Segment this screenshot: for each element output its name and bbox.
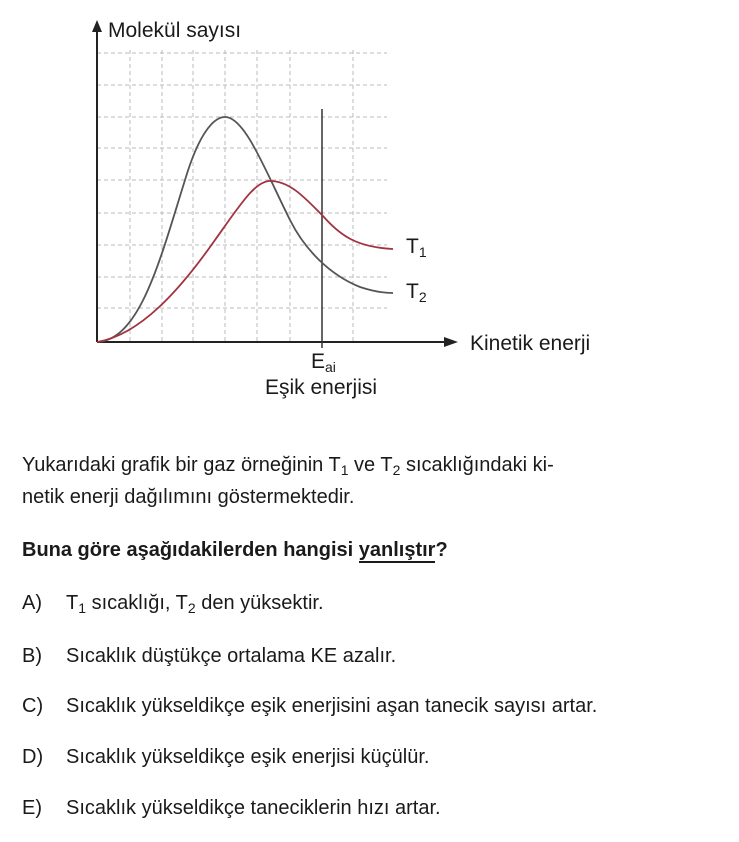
q-sub: 2 [392,462,401,478]
t1-label [406,235,427,260]
option-c[interactable] [22,695,597,718]
t2-letter: T [406,280,419,303]
option-text: Sıcaklık yükseldikçe taneciklerin hızı artar. [66,797,441,819]
q-sub: 1 [340,462,349,478]
option-letter: B) [22,645,42,667]
option-b[interactable] [22,645,396,668]
prompt-text: Buna göre aşağıdakilerden hangisi [22,539,359,561]
t2-label [406,280,427,305]
option-d[interactable] [22,746,429,769]
q-text: Yukarıdaki grafik bir gaz örneğinin T [22,454,341,476]
option-letter: C) [22,695,44,717]
grid [97,50,387,342]
question-prompt [22,540,448,560]
threshold-caption: Eşik enerjisi [265,376,378,399]
option-sub: 2 [187,600,196,616]
question-line-2: netik enerji dağılımını göstermektedir. [22,486,355,508]
t1-sub: 1 [418,244,427,260]
option-letter: E) [22,797,42,819]
threshold-letter: E [311,350,326,373]
option-text: sıcaklığı, T [86,592,188,614]
threshold-label [311,350,336,375]
prompt-underlined: yanlıştır [358,539,436,561]
option-e[interactable] [22,797,441,820]
option-sub: 1 [78,600,87,616]
energy-distribution-graph [0,0,739,420]
option-text: Sıcaklık düştükçe ortalama KE azalır. [66,645,397,667]
prompt-mark: ? [435,539,448,561]
y-axis-label: Molekül sayısı [108,19,242,42]
t1-curve [97,181,393,342]
q-text: sıcaklığındaki ki- [400,454,554,476]
t2-sub: 2 [418,289,427,305]
option-text: den yüksektir. [195,592,324,614]
q-text: ve T [348,454,393,476]
option-text: T [66,592,79,614]
option-letter: A) [22,592,42,614]
option-a[interactable] [22,592,324,615]
x-axis-arrow-icon [444,337,458,347]
option-text: Sıcaklık yükseldikçe eşik enerjisi küçülür. [66,746,430,768]
option-text: Sıcaklık yükseldikçe eşik enerjisini aşan tanecik sayısı artar. [66,695,598,717]
x-axis-label: Kinetik enerji [470,332,591,355]
option-letter: D) [22,746,44,768]
t1-letter: T [406,235,419,258]
threshold-sub: ai [325,359,336,375]
question-line-1 [22,454,554,478]
y-axis-arrow-icon [92,20,102,32]
